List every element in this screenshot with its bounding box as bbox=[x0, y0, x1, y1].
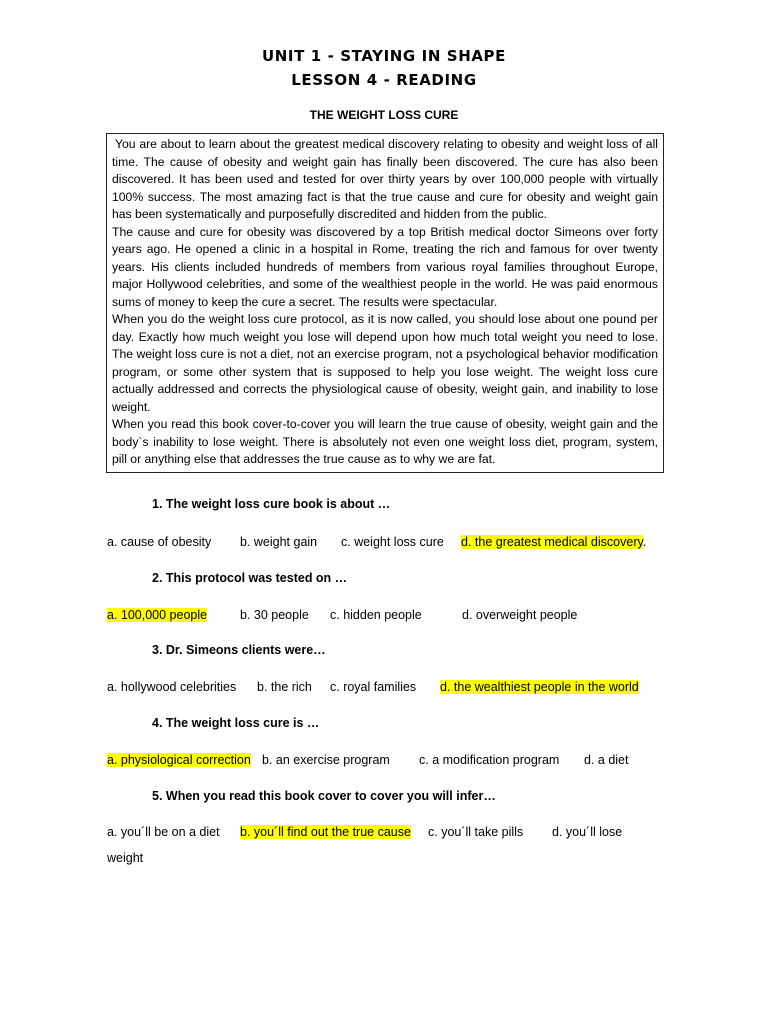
q3-option-b: b. the rich bbox=[257, 680, 312, 694]
q1-option-c: c. weight loss cure bbox=[341, 535, 444, 549]
lesson-title: LESSON 4 - READING bbox=[291, 71, 477, 89]
question-2: 2. This protocol was tested on … bbox=[152, 571, 348, 585]
q2-option-a: a. 100,000 people bbox=[107, 608, 208, 622]
passage-paragraph-2: The cause and cure for obesity was discovered by a top British medical doctor Simeons over forty years ago. He opened a clinic in a hospital in Rome, treating the rich and famous for over twenty years. His clients included hundreds of members from various royal families throughout Europe, major Hollywood celebrities, and some of the wealthiest people in the world. He was paid enormous sums of money to keep the cure a secret. The results were spectacular. bbox=[112, 224, 658, 309]
question-3: 3. Dr. Simeons clients were… bbox=[152, 643, 326, 657]
q4-option-d: d. a diet bbox=[584, 753, 629, 767]
passage-paragraph-1: You are about to learn about the greatest medical discovery relating to obesity and weight loss of all time. The cause of obesity and weight gain has finally been discovered. The cure has also been discovered. It has been used and tested for over thirty years by over 100,000 people with virtually 100% success. The most amazing fact is that the true cause and cure for obesity and weight gain has been systematically and purposefully discredited and hidden from the public. bbox=[112, 137, 658, 221]
q1-answer-highlight: d. the greatest medical discovery bbox=[461, 535, 643, 549]
q5-option-c: c. you´ll take pills bbox=[428, 825, 524, 839]
question-1: 1. The weight loss cure book is about … bbox=[152, 497, 391, 511]
q2-option-b: b. 30 people bbox=[240, 608, 309, 622]
q1-trailing-period: . bbox=[642, 535, 647, 549]
unit-title: UNIT 1 - STAYING IN SHAPE bbox=[261, 47, 506, 65]
q5-option-d-continuation: weight bbox=[107, 851, 144, 865]
q5-option-b: b. you´ll find out the true cause bbox=[240, 825, 411, 839]
q4-option-a: a. physiological correction bbox=[107, 753, 251, 767]
q3-option-a: a. hollywood celebrities bbox=[107, 680, 237, 694]
question-5: 5. When you read this book cover to cover you will infer… bbox=[152, 789, 496, 803]
q3-option-c: c. royal families bbox=[330, 680, 417, 694]
q5-option-d: d. you´ll lose bbox=[552, 825, 623, 839]
question-4: 4. The weight loss cure is … bbox=[152, 716, 320, 730]
passage-paragraph-4: When you read this book cover-to-cover you will learn the true cause of obesity, weight gain and the body`s inability to lose weight. There is absolutely not even one weight loss diet, program, system, pill or anything else that addresses the true cause as to why we are fat. bbox=[112, 417, 658, 466]
reading-passage bbox=[106, 133, 664, 473]
q4-option-c: c. a modification program bbox=[419, 753, 560, 767]
q2-option-c: c. hidden people bbox=[330, 608, 422, 622]
passage-paragraph-3: When you do the weight loss cure protocol, as it is now called, you should lose about one pound per day. Exactly how much weight you lose will depend upon how much total weight you need to lose. The weight loss cure is not a diet, not an exercise program, not a psychological behavior modification program, or some other system that is supposed to help you lose weight. The weight loss cure actually addressed and corrects the physiological cause of obesity, weight gain, and inability to lose weight. bbox=[112, 312, 658, 414]
q2-option-d: d. overweight people bbox=[462, 608, 578, 622]
q1-option-a: a. cause of obesity bbox=[107, 535, 212, 549]
reading-title: THE WEIGHT LOSS CURE bbox=[309, 108, 459, 122]
q1-option-b: b. weight gain bbox=[240, 535, 318, 549]
q1-option-d bbox=[461, 535, 646, 549]
q5-option-a: a. you´ll be on a diet bbox=[107, 825, 220, 839]
q3-option-d: d. the wealthiest people in the world bbox=[440, 680, 639, 694]
q4-option-b: b. an exercise program bbox=[262, 753, 390, 767]
